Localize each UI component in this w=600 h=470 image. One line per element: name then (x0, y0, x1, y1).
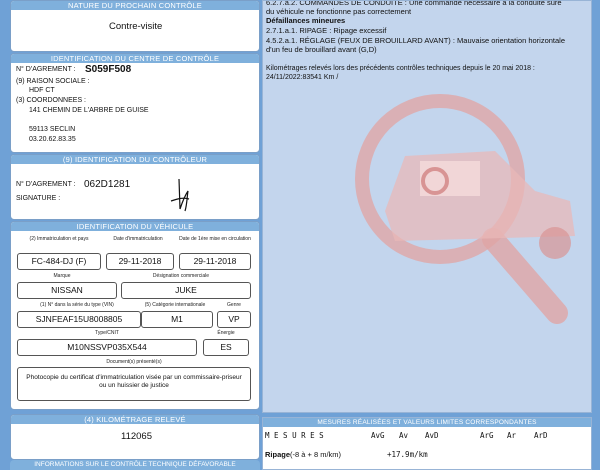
immat-field: FC-484-DJ (F) (17, 253, 101, 270)
categorie-field: M1 (141, 311, 213, 328)
col-avg: AvG (371, 431, 385, 440)
mileage-value: 112065 (121, 431, 152, 442)
genre-field: VP (217, 311, 251, 328)
bottom-header: INFORMATIONS SUR LE CONTRÔLE TECHNIQUE DÉFAVORABLE (10, 460, 260, 470)
col-ard: ArD (534, 431, 548, 440)
center-coord-label: (3) COORDONNEES : (16, 97, 87, 104)
defects-panel (262, 0, 592, 413)
row-limit: (-8 à + 8 m/km) (290, 450, 342, 459)
km-history-line2: 24/11/2022:83541 Km / (266, 74, 339, 81)
defect-line1: 6.2.7.a.2. COMMANDES DE CONDUITE : Une commande nécessaire à la conduite sûre (266, 0, 562, 7)
mileage-box (10, 414, 260, 460)
minor-item2b: d'un feu de brouillard avant (G,D) (266, 45, 377, 54)
date-immat-field: 29-11-2018 (106, 253, 174, 270)
documents-field: Photocopie du certificat d'immatriculation visée par un commissaire-priseur ou un huissier de justice (17, 367, 251, 401)
vin-field: SJNFEAF15U8008805 (17, 311, 141, 328)
measures-header: MESURES RÉALISÉES ET VALEURS LIMITES CORRESPONDANTES (263, 418, 591, 427)
controller-agrement-label: N° D'AGREMENT : (16, 181, 76, 188)
cap-genre: Genre (227, 302, 241, 308)
cap-designation: Désignation commerciale (152, 273, 210, 279)
next-visit-box (10, 0, 260, 52)
center-box (10, 53, 260, 153)
minor-item1: 2.7.1.a.1. RIPAGE : Ripage excessif (266, 26, 387, 35)
row-label: Ripage (265, 450, 291, 459)
center-address1: 141 CHEMIN DE L'ARBRE DE GUISE (29, 107, 149, 114)
center-raison-value: HDF CT (29, 87, 55, 94)
center-header: IDENTIFICATION DU CENTRE DE CONTRÔLE (11, 54, 259, 63)
designation-field: JUKE (121, 282, 251, 299)
center-agrement-value: S059F508 (85, 64, 132, 75)
measures-col-label: M E S U R E S (265, 431, 324, 440)
minor-item2a: 4.5.2.a.1. RÉGLAGE (FEUX DE BROUILLARD AVANT) : Mauvaise orientation horizontale (266, 36, 566, 45)
cap-date-immat: Date d'immatriculation (113, 236, 163, 242)
controller-agrement-value: 062D1281 (84, 179, 131, 190)
cap-docs: Document(s) présenté(s) (106, 359, 162, 365)
center-raison-label: (9) RAISON SOCIALE : (16, 78, 90, 85)
next-visit-header: NATURE DU PROCHAIN CONTRÔLE (11, 1, 259, 10)
col-av: Av (399, 431, 409, 440)
date-first-field: 29-11-2018 (179, 253, 251, 270)
cap-type: Type/CNIT (95, 330, 119, 336)
car-watermark-icon (335, 61, 592, 331)
cap-date-first: Date de 1ère mise en circulation (179, 236, 251, 242)
cap-vin: (1) N° dans la série du type (VIN) (40, 302, 114, 308)
col-ar: Ar (507, 431, 517, 440)
col-arg: ArG (480, 431, 494, 440)
col-avd: AvD (425, 431, 439, 440)
row-value: +17.9m/km (387, 450, 428, 459)
cap-marque: Marque (53, 273, 71, 279)
next-visit-value: Contre-visite (109, 21, 163, 32)
controller-signature-label: SIGNATURE : (16, 195, 61, 202)
center-phone: 03.20.62.83.35 (29, 136, 76, 143)
controller-header: (9) IDENTIFICATION DU CONTRÔLEUR (11, 155, 259, 164)
center-agrement-label: N° D'AGREMENT : (16, 66, 76, 73)
center-address2: 59113 SECLIN (29, 126, 76, 133)
minor-defects-title: Défaillances mineures (266, 16, 346, 25)
vehicle-header: IDENTIFICATION DU VÉHICULE (11, 222, 259, 231)
measures-box (262, 417, 592, 470)
cap-energie: Énergie (217, 330, 235, 336)
type-field: M10NSSVP035X544 (17, 339, 197, 356)
km-history-line1: Kilométrages relevés lors des précédents contrôles techniques depuis le 20 mai 2018 : (266, 65, 535, 72)
cap-categorie: (5) Catégorie internationale (144, 302, 206, 308)
controller-box (10, 154, 260, 220)
vehicle-box (10, 221, 260, 410)
energie-field: ES (203, 339, 249, 356)
marque-field: NISSAN (17, 282, 117, 299)
mileage-header: (4) KILOMÉTRAGE RELEVÉ (11, 415, 259, 424)
signature-icon (161, 173, 201, 215)
defect-line2: du véhicule ne fonctionne pas correctement (266, 7, 412, 16)
cap-immat: (2) Immatriculation et pays (29, 236, 89, 242)
